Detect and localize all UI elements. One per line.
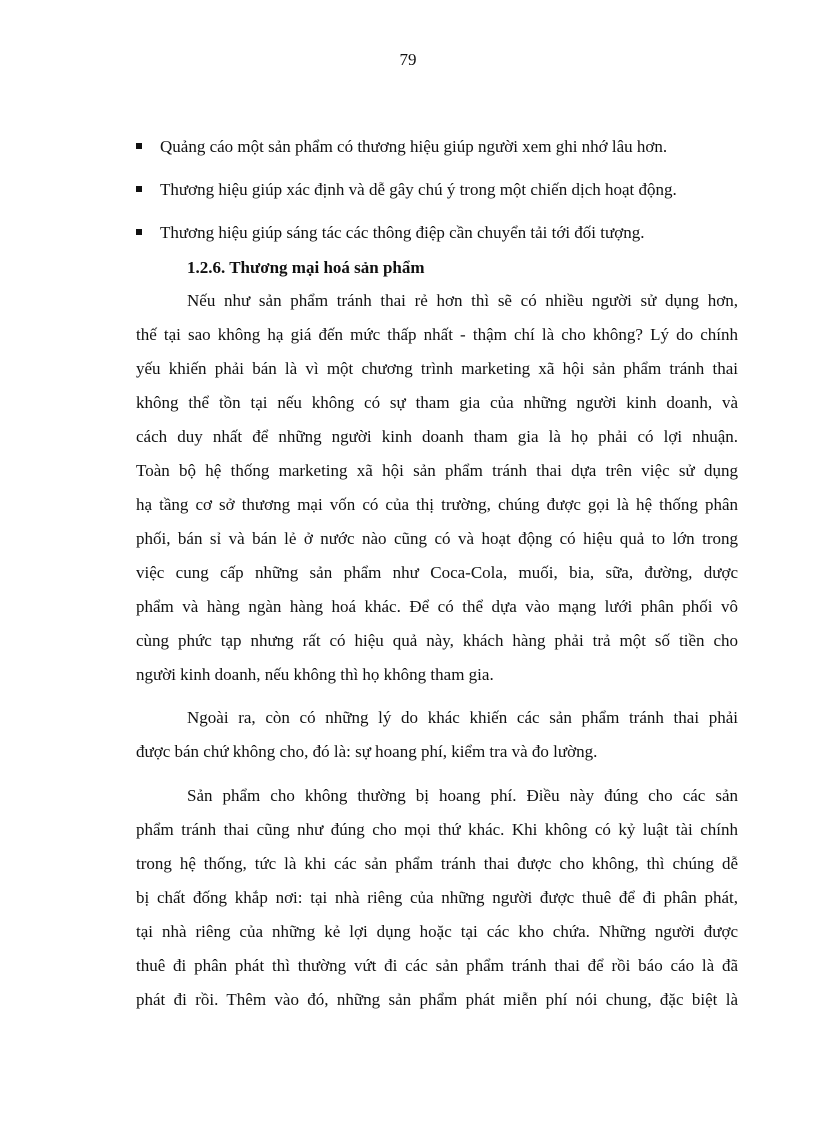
text-line: phẩm tránh thai cũng như đúng cho mọi thứ khác. Khi không có kỷ luật tài chính [136, 820, 738, 839]
text-line: phẩm và hàng ngàn hàng hoá khác. Để có thể dựa vào mạng lưới phân phối vô [136, 597, 738, 616]
section-heading: 1.2.6. Thương mại hoá sản phẩm [187, 258, 425, 277]
text-line: bị chất đống khắp nơi: tại nhà riêng của những người được thuê để đi phân phát, [136, 888, 738, 907]
paragraph-waste [136, 779, 738, 1017]
text-line: Ngoài ra, còn có những lý do khác khiến các sản phẩm tránh thai phải [187, 708, 738, 727]
bullet-list [136, 137, 696, 243]
text-line: người kinh doanh, nếu không thì họ không tham gia. [136, 665, 494, 684]
page-number: 79 [399, 50, 417, 69]
bullet-item [136, 180, 696, 200]
bullet-text: Thương hiệu giúp sáng tác các thông điệp cần chuyển tải tới đối tượng. [160, 223, 645, 242]
text-line: việc cung cấp những sản phẩm như Coca-Cola, muối, bia, sữa, đường, dược [136, 563, 738, 582]
paragraph-other-reasons [136, 701, 738, 769]
bullet-text: Quảng cáo một sản phẩm có thương hiệu giúp người xem ghi nhớ lâu hơn. [160, 137, 668, 156]
text-line: không thể tồn tại nếu không có sự tham gia của những người kinh doanh, và [136, 393, 738, 412]
text-line: được bán chứ không cho, đó là: sự hoang phí, kiểm tra và đo lường. [136, 742, 598, 761]
bullet-item [136, 223, 696, 243]
text-line: tại nhà riêng của những kẻ lợi dụng hoặc tại các kho chứa. Những người được [136, 922, 738, 941]
text-line: cách duy nhất để những người kinh doanh tham gia là họ phải có lợi nhuận. [136, 427, 738, 446]
text-line: cùng phức tạp nhưng rất có hiệu quả này, khách hàng phải trả một số tiền cho [136, 631, 738, 650]
square-bullet-icon [136, 186, 142, 192]
text-line: phát đi rồi. Thêm vào đó, những sản phẩm phát miễn phí nói chung, đặc biệt là [136, 990, 738, 1009]
square-bullet-icon [136, 229, 142, 235]
paragraph-commercialization [136, 284, 738, 692]
text-line: thuê đi phân phát thì thường vứt đi các sản phẩm tránh thai để rồi báo cáo là đã [136, 956, 738, 975]
text-line: Nếu như sản phẩm tránh thai rẻ hơn thì sẽ có nhiều người sử dụng hơn, [187, 291, 738, 310]
text-line: hạ tầng cơ sở thương mại vốn có của thị trường, chúng được gọi là hệ thống phân [136, 495, 738, 514]
bullet-item [136, 137, 696, 157]
square-bullet-icon [136, 143, 142, 149]
text-line: phối, bán sỉ và bán lẻ ở nước nào cũng có và hoạt động có hiệu quả to lớn trong [136, 529, 738, 548]
bullet-text: Thương hiệu giúp xác định và dễ gây chú ý trong một chiến dịch hoạt động. [160, 180, 677, 199]
text-line: Toàn bộ hệ thống marketing xã hội sản phẩm tránh thai dựa trên việc sử dụng [136, 461, 738, 480]
text-line: Sản phẩm cho không thường bị hoang phí. Điều này đúng cho các sản [187, 786, 738, 805]
text-line: yếu khiến phải bán là vì một chương trình marketing xã hội sản phẩm tránh thai [136, 359, 738, 378]
text-line: trong hệ thống, tức là khi các sản phẩm tránh thai được cho không, thì chúng dễ [136, 854, 738, 873]
text-line: thế tại sao không hạ giá đến mức thấp nhất - thậm chí là cho không? Lý do chính [136, 325, 738, 344]
